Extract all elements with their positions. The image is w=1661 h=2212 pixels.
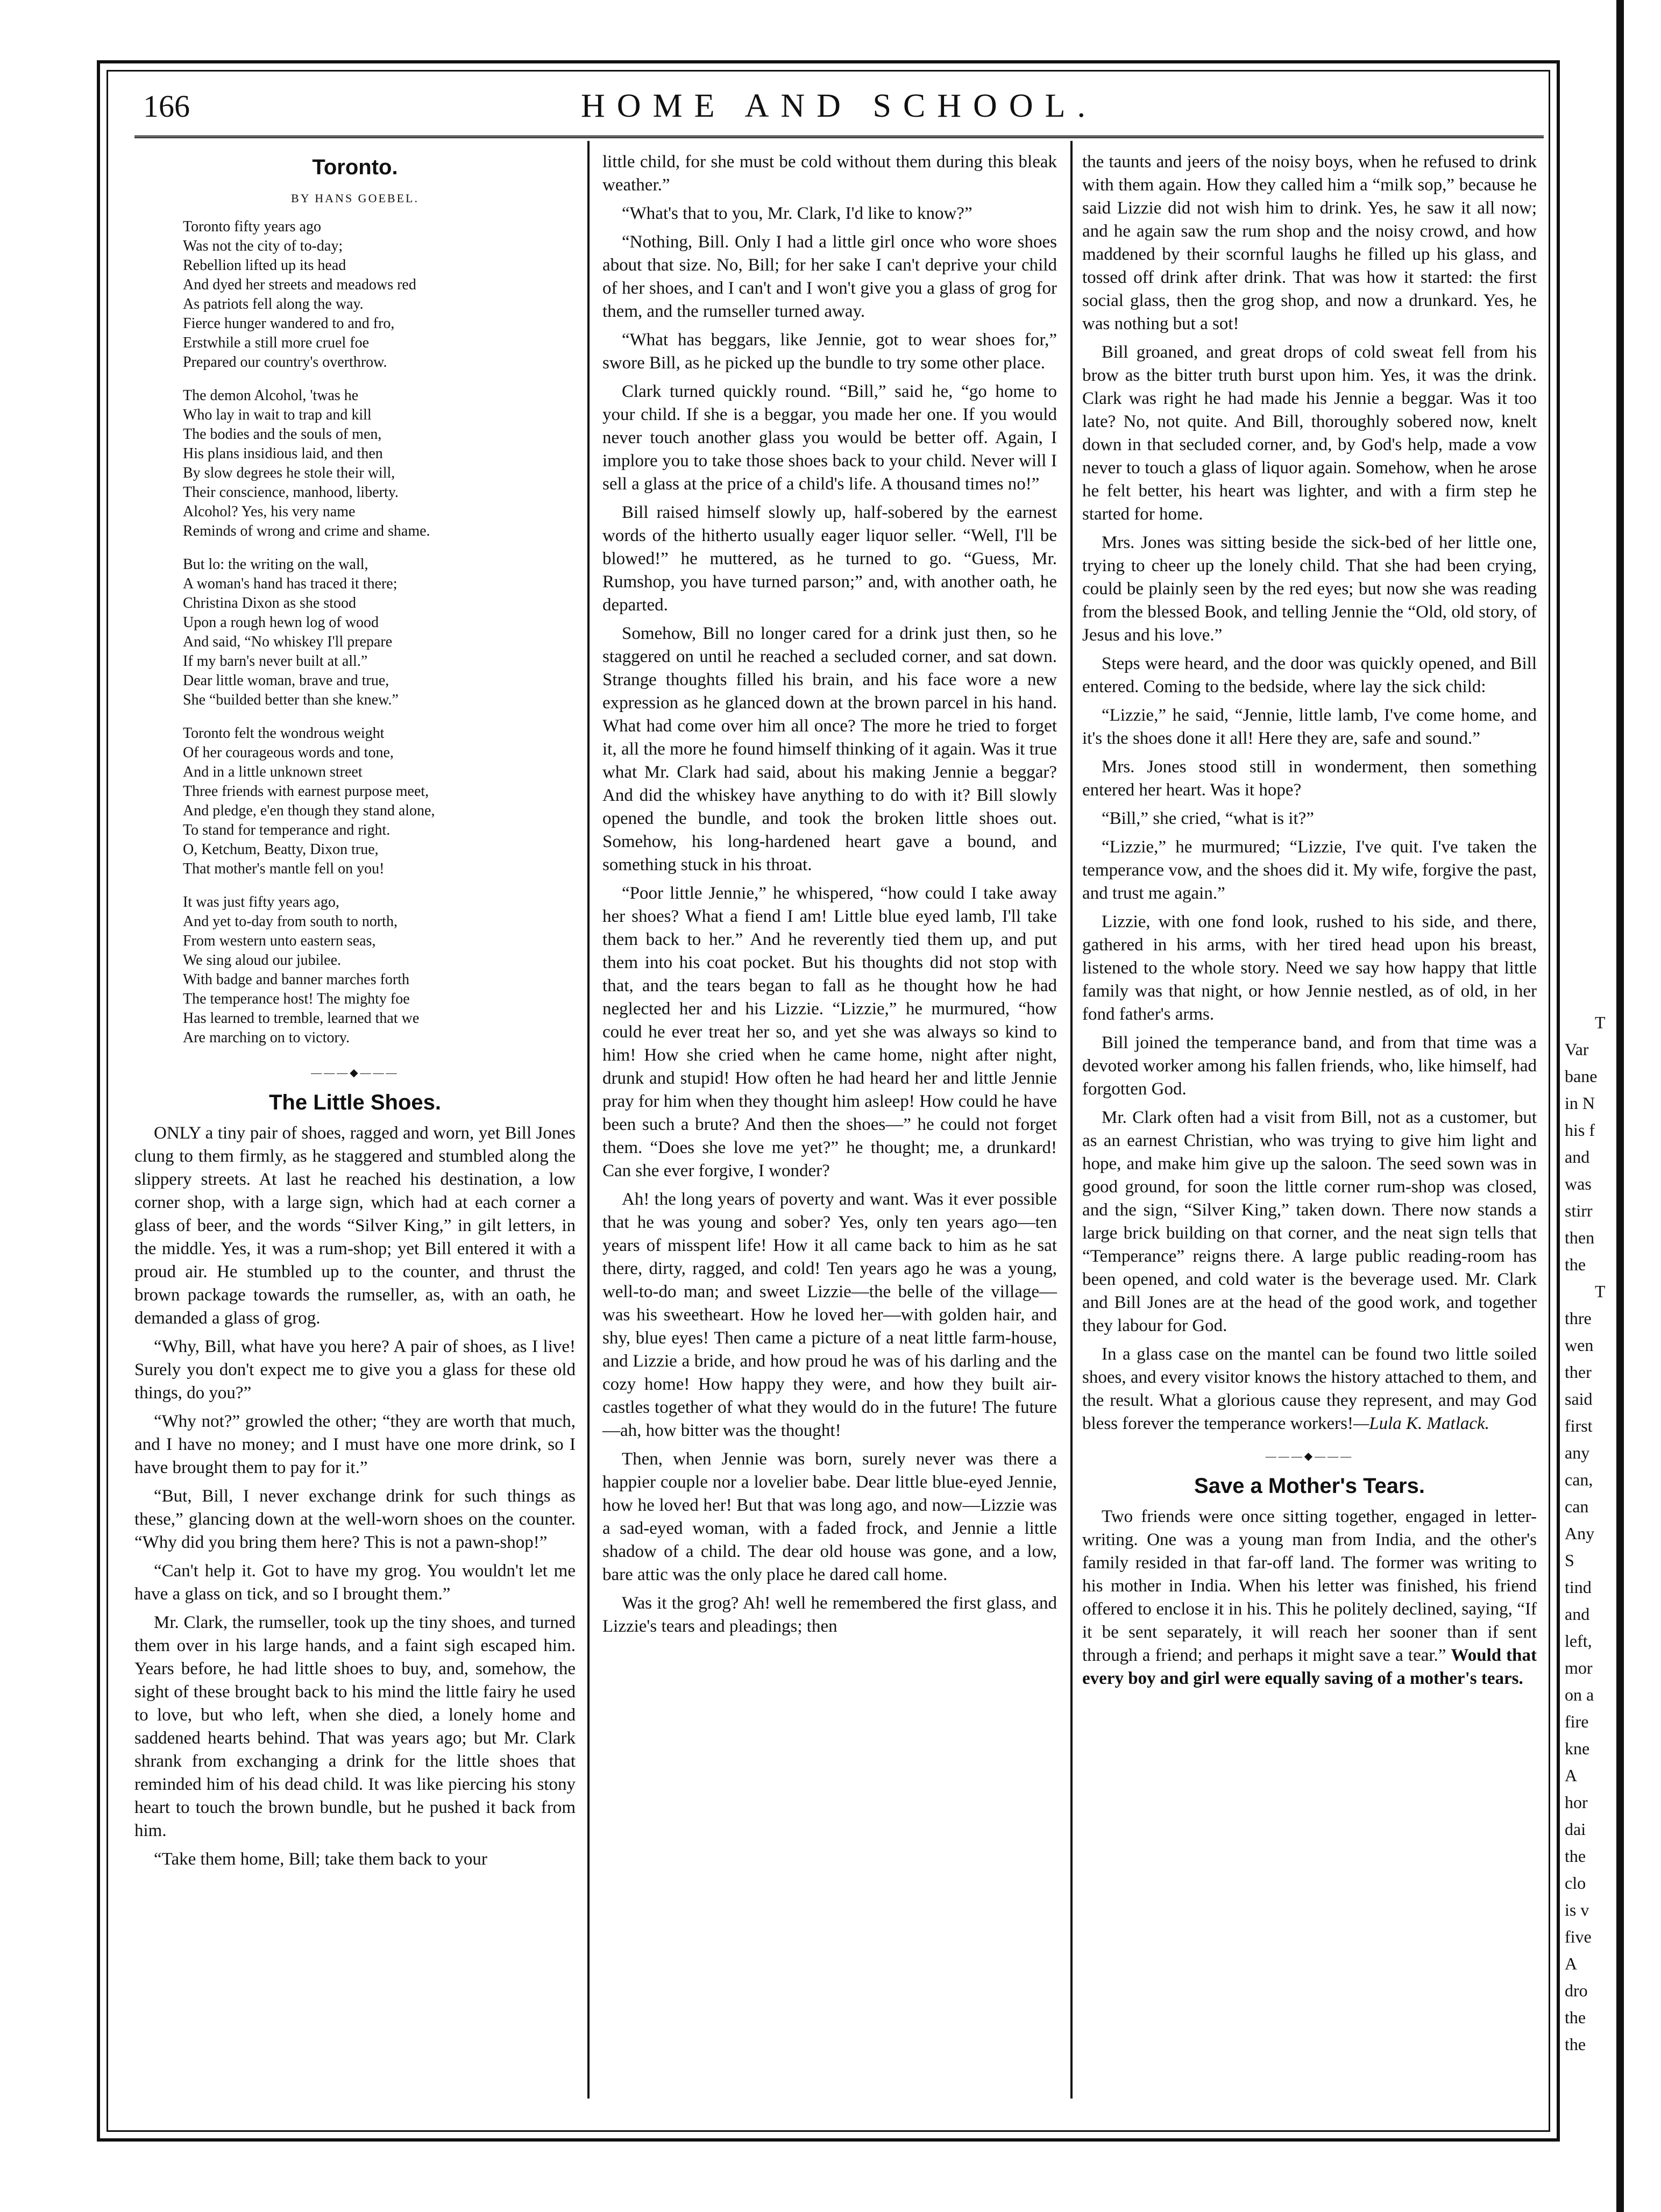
poem-line: And pledge, e'en though they stand alone, (183, 802, 435, 819)
page-header (134, 85, 1544, 139)
poem-stanza (183, 893, 576, 1048)
poem-line: Erstwhile a still more cruel foe (183, 335, 369, 351)
margin-fragment: can (1565, 1497, 1589, 1516)
story-paragraph: Bill raised himself slowly up, half-sobered by the earnest words of the hitherto usually eager liquor seller. “Well, I'll be blowed!” he muttered, as he turned to go. “Guess, Mr. Rumshop, you have turned parson;” and, with another oath, he departed. (602, 503, 1057, 615)
story-paragraph: Ah! the long years of poverty and want. Was it ever possible that he was young and sober? Yes, only ten years ago—ten years of misspent life! How it all came back to him as he sat there, dirty, ragged, and cold! Ten years ago he was a young, well-to-do man; and sweet Lizzie—the belle of the village—was his sweetheart. How he loved her—with golden hair, and shy, blue eyes! Then came a picture of a neat little farm-house, and Lizzie a bride, and how proud he was of his darling and the cozy home! How happy they were, and how they built air-castles together of what they would do in the future! The future—ah, how bitter was the thought! (602, 1190, 1057, 1440)
margin-fragment: can, (1565, 1470, 1593, 1489)
margin-fragment: ther (1565, 1362, 1592, 1382)
story-paragraph: “Nothing, Bill. Only I had a little girl once who wore shoes about that size. No, Bill; for her sake I can't deprive your child of her shoes, and I can't and I won't give you a glass of grog for them, and the rumseller turned away. (602, 232, 1057, 321)
poem-line: From western unto eastern seas, (183, 933, 376, 949)
tears-text: Two friends were once sitting together, engaged in letter-writing. One was a young man from India, and the other's family resided in that far-off land. The former was writing to his mother in India. When his letter was finished, his friend offered to enclose it in his. This he politely declined, saying, “If it be sent separately, it will reach her sooner than if sent through a friend; and perhaps it might save a tear.” (1082, 1507, 1537, 1665)
margin-fragment: the (1565, 2035, 1586, 2054)
margin-fragment: in N (1565, 1093, 1595, 1113)
poem-line: The bodies and the souls of men, (183, 426, 382, 443)
poem-line: As patriots fell along the way. (183, 296, 364, 312)
margin-fragment: first (1565, 1416, 1593, 1435)
margin-fragment: any (1565, 1443, 1590, 1462)
poem-line: Toronto felt the wondrous weight (183, 725, 385, 742)
margin-fragment: T (1595, 1282, 1606, 1301)
margin-fragment: and (1565, 1147, 1590, 1167)
margin-fragment: mor (1565, 1658, 1593, 1677)
poem-line: The demon Alcohol, 'twas he (183, 387, 359, 404)
margin-fragment: is v (1565, 1900, 1589, 1919)
poem-line: To stand for temperance and right. (183, 822, 391, 838)
margin-fragment: kne (1565, 1739, 1590, 1758)
margin-fragment: five (1565, 1927, 1592, 1946)
poem-line: And in a little unknown street (183, 764, 363, 780)
poem-title: Toronto. (312, 155, 398, 179)
tears-text-end: Would that every boy and girl were equally saving of a mother's tears. (1082, 1646, 1537, 1688)
margin-fragment: hor (1565, 1793, 1588, 1812)
poem-line: O, Ketchum, Beatty, Dixon true, (183, 841, 379, 858)
poem-line: A woman's hand has traced it there; (183, 575, 397, 592)
header-rule (134, 136, 1544, 138)
margin-fragment: his f (1565, 1120, 1595, 1140)
story-paragraph: little child, for she must be cold without them during this bleak weather.” (602, 152, 1057, 195)
story-paragraph: Bill groaned, and great drops of cold sweat fell from his brow as the bitter truth burst upon him. Yes, it was the drink. Clark was right he had made his Jennie a beggar. Was it too late? No, not quite. And Bill, thoroughly sobered now, knelt down in that secluded corner, and, by God's help, made a vow never to touch a glass of liquor again. Somehow, when he arose he felt better, his heart was lighter, and with a firm step he started for home. (1082, 343, 1537, 524)
story-paragraph: Mr. Clark, the rumseller, took up the tiny shoes, and turned them over in his large hands, and a faint sigh escaped him. Years before, he had little shoes to buy, and, somehow, the sight of these brought back to his mind the little fairy he used to love, but who left, when she died, a lonely home and saddened hearts behind. That was years ago; but Mr. Clark shrank from exchanging a drink for the little shoes that reminded him of his dead child. It was like piercing his stony heart to touch the brown bundle, but he pushed it back from him. (134, 1613, 576, 1840)
story-paragraph: Mrs. Jones was sitting beside the sick-bed of her little one, trying to cheer up the lonely child. That she had been crying, could be plainly seen by the red eyes; but now she was reading from the blessed Book, and telling Jennie the “Old, old story, of Jesus and his love.” (1082, 533, 1537, 645)
margin-fragment: bane (1565, 1066, 1598, 1086)
poem-line: Fierce hunger wandered to and fro, (183, 315, 395, 332)
poem-line: And dyed her streets and meadows red (183, 276, 416, 293)
poem-line: Who lay in wait to trap and kill (183, 407, 372, 423)
story-paragraph: Mr. Clark often had a visit from Bill, not as a customer, but as an earnest Christian, who was trying to give him light and hope, and make him give up the saloon. The seed sown was in good ground, for soon the little corner rum-shop was closed, and the sign, “Silver King,” taken down. There now stands a large brick building on that corner, and the neat sign tells that “Temperance” reigns there. A large public reading-room has been opened, and cold water is the beverage used. Mr. Clark and Bill Jones are at the head of the good work, and together they labour for God. (1082, 1108, 1537, 1335)
story-part-3 (1082, 151, 1537, 1435)
poem-line: If my barn's never built at all.” (183, 653, 368, 670)
margin-fragment: tind (1565, 1577, 1592, 1597)
page-edge (1616, 0, 1624, 2212)
story-paragraph: “Lizzie,” he murmured; “Lizzie, I've quit. I've taken the temperance vow, and the shoes did it. My wife, forgive the past, and trust me again.” (1082, 837, 1537, 903)
margin-fragment: the (1565, 1255, 1586, 1274)
margin-fragment: then (1565, 1228, 1595, 1247)
story-paragraph: “Take them home, Bill; take them back to your (154, 1850, 487, 1869)
poem-line: Dear little woman, brave and true, (183, 672, 389, 689)
story-paragraph: “But, Bill, I never exchange drink for such things as these,” glancing down at the well-worn shoes on the counter. “Why did you bring them here? This is not a pawn-shop!” (134, 1486, 576, 1552)
story-paragraph: “Can't help it. Got to have my grog. You wouldn't let me have a glass on tick, and so I brought them.” (134, 1561, 576, 1604)
poem-line: And yet to-day from south to north, (183, 913, 397, 930)
story-paragraph: Bill joined the temperance band, and from that time was a devoted worker among his fallen friends, who, like himself, had forgotten God. (1082, 1033, 1537, 1099)
margin-fragment: dai (1565, 1819, 1586, 1839)
story-paragraph: “Poor little Jennie,” he whispered, “how could I take away her shoes? What a fiend I am! Little blue eyed lamb, I'll take them back to her.” And he reverently tied them up, and put them into his coat pocket. But his thoughts did not stop with that, and the tears began to fall as he thought how he had neglected her and his Lizzie. “Lizzie,” he murmured, “how could he ever treat her so, and yet she was always so kind to him! How she cried when he came home, night after night, drunk and stupid! How often he had heard her and little Jennie pray for him when they thought him asleep! How could he have been such a brute? And then the shoes—” he could not forget them. “Does she love me yet?” he thought; me, a drunkard! Can she ever forgive, I wonder? (602, 884, 1057, 1180)
story-paragraph: “Bill,” she cried, “what is it?” (1102, 809, 1314, 828)
margin-fragment: wen (1565, 1335, 1594, 1355)
story-paragraph: Clark turned quickly round. “Bill,” said he, “go home to your child. If she is a beggar, you made her one. If you would never touch another glass you would be better off. Again, I implore you to take those shoes back to your child. Never will I sell a glass at the price of a child's life. A thousand times no!” (602, 382, 1057, 494)
poem-line: Their conscience, manhood, liberty. (183, 484, 399, 501)
tears-paragraph (1082, 1505, 1537, 1690)
story-paragraph: Lizzie, with one fond look, rushed to his side, and there, gathered in his arms, with her tired head upon his breast, listened to the whole story. Need we say how happy that little family was that night, or how Jennie nestled, as of old, in her fond father's arms. (1082, 912, 1537, 1024)
poem-line: Toronto fifty years ago (183, 218, 321, 235)
publication-title: HOME AND SCHOOL. (581, 88, 1097, 124)
poem-line: Upon a rough hewn log of wood (183, 614, 379, 631)
margin-fragment: left, (1565, 1631, 1592, 1651)
margin-fragment: said (1565, 1389, 1593, 1409)
column-3 (1082, 151, 1537, 1696)
poem-line: She “builded better than she knew.” (183, 692, 399, 708)
poem-line: Rebellion lifted up its head (183, 257, 346, 274)
story-part-1 (134, 1122, 576, 1871)
margin-fragment: A (1565, 1766, 1578, 1785)
story-paragraph: Was it the grog? Ah! well he remembered the first glass, and Lizzie's tears and pleadings; then (602, 1594, 1057, 1636)
story-title: The Little Shoes. (268, 1091, 442, 1114)
story-paragraph: Then, when Jennie was born, surely never was there a happier couple nor a lovelier babe. Dear little blue-eyed Jennie, how he loved her! But that was long ago, and now—Lizzie was a sad-eyed woman, with a faded frock, and Jennie a little shadow of a child. The dear old house was gone, and a low, bare attic was the only place he dared call home. (602, 1449, 1057, 1584)
poem-line: Prepared our country's overthrow. (183, 354, 387, 371)
story-paragraph: “Why not?” growled the other; “they are worth that much, and I have no money; and I must have one more drink, so I have brought them to pay for it.” (134, 1412, 576, 1477)
poem-line: But lo: the writing on the wall, (183, 556, 368, 573)
poem-line: Has learned to tremble, learned that we (183, 1010, 420, 1027)
column-1 (134, 151, 576, 1876)
poem-line: Reminds of wrong and crime and shame. (183, 523, 430, 539)
margin-fragment: the (1565, 1846, 1586, 1866)
margin-fragment: thre (1565, 1308, 1592, 1328)
poem-line: With badge and banner marches forth (183, 971, 410, 988)
column-divider-2 (1070, 141, 1073, 2099)
margin-fragment: was (1565, 1174, 1592, 1193)
story-paragraph: Somehow, Bill no longer cared for a drink just then, so he staggered on until he reached a secluded corner, and sat down. Strange thoughts filled his brain, and his face wore a new expression as he glanced down at the brown parcel in his hand. What had come over him all once? The more he tried to forget it, all the more he found himself thinking of it again. Was it true what Mr. Clark had said, about his making Jennie a beggar? And did the whiskey have anything to do with it? Bill slowly opened the bundle, and took the broken little shoes out. Somehow, his long-hardened heart gave a bound, and something stuck in his throat. (602, 624, 1057, 874)
story-paragraph: Steps were heard, and the door was quickly opened, and Bill entered. Coming to the bedside, where lay the sick child: (1082, 654, 1537, 696)
poem-stanza (183, 555, 576, 710)
poem-line: The temperance host! The mighty foe (183, 991, 410, 1007)
poem-stanza (183, 217, 576, 372)
margin-fragment: on a (1565, 1685, 1594, 1704)
poem-line: Are marching on to victory. (183, 1029, 350, 1046)
poem-line: Three friends with earnest purpose meet, (183, 783, 429, 800)
section-separator: ———◆——— (1265, 1450, 1354, 1462)
margin-fragment: A (1565, 1954, 1578, 1973)
poem-line: His plans insidious laid, and then (183, 445, 383, 462)
margin-fragment: stirr (1565, 1201, 1593, 1220)
poem-author: BY HANS GOEBEL. (291, 191, 419, 205)
story-paragraph: ONLY a tiny pair of shoes, ragged and worn, yet Bill Jones clung to them firmly, as he staggered and stumbled along the slippery streets. At last he reached his destination, a low corner shop, with a large sign, which had at each corner a glass of beer, and the words “Silver King,” in gilt letters, in the middle. Yes, it was a rum-shop; yet Bill entered it with a proud air. He stumbled up to the counter, and thrust the brown package towards the rumseller, as, with an oath, he demanded a glass of grog. (134, 1123, 576, 1328)
page-number: 166 (143, 89, 190, 124)
adjacent-page-margin (1563, 0, 1661, 2212)
poem-line: Christina Dixon as she stood (183, 595, 356, 611)
story-paragraph: the taunts and jeers of the noisy boys, when he refused to drink with them again. How they called him a “milk sop,” because he said Lizzie did not wish him to drink. Yes, he saw it all now; and he again saw the rum shop and the noisy crowd, and how maddened by their scornful laughs he filled up his glass, and tossed off drink after drink. That was how it started: the first social glass, then the grog shop, and now a drunkard. Yes, he was nothing but a sot! (1082, 152, 1537, 333)
margin-fragment: dro (1565, 1981, 1588, 2000)
story-paragraph: Mrs. Jones stood still in wonderment, then something entered her heart. Was it hope? (1082, 757, 1537, 800)
tears-title: Save a Mother's Tears. (1194, 1474, 1425, 1498)
margin-fragment: Var (1565, 1040, 1589, 1059)
margin-fragment: Any (1565, 1524, 1595, 1543)
section-separator: ———◆——— (311, 1067, 399, 1079)
story-paragraph: “Why, Bill, what have you here? A pair of shoes, as I live! Surely you don't expect me to give you a glass for these old things, do you?” (134, 1337, 576, 1403)
story-signature: —Lula K. Matlack. (1353, 1414, 1489, 1433)
story-paragraph: “What's that to you, Mr. Clark, I'd like to know?” (622, 204, 973, 223)
margin-fragment: S (1565, 1550, 1574, 1570)
story-part-2 (602, 151, 1057, 1638)
margin-fragment: T (1595, 1013, 1606, 1032)
poem-line: It was just fifty years ago, (183, 894, 339, 911)
poem-line: And said, “No whiskey I'll prepare (183, 634, 393, 650)
poem-line: We sing aloud our jubilee. (183, 952, 342, 969)
poem-line: That mother's mantle fell on you! (183, 860, 385, 877)
poem-line: Alcohol? Yes, his very name (183, 503, 356, 520)
story-paragraph: “Lizzie,” he said, “Jennie, little lamb, I've come home, and it's the shoes done it all! Here they are, safe and sound.” (1082, 706, 1537, 748)
column-divider-1 (587, 141, 590, 2099)
poem-stanza (183, 386, 576, 541)
margin-fragment: the (1565, 2008, 1586, 2027)
margin-fragment: and (1565, 1604, 1590, 1624)
poem-line: Of her courageous words and tone, (183, 744, 394, 761)
story-paragraph: In a glass case on the mantel can be found two little soiled shoes, and every visitor knows the history attached to them, and the result. What a glorious cause they represent, and may God bless forever the temperance workers!—Lula K. Matlack. (1082, 1345, 1537, 1433)
poem-body (134, 217, 576, 1048)
column-2 (602, 151, 1057, 1644)
margin-fragment: clo (1565, 1873, 1586, 1893)
poem-line: By slow degrees he stole their will, (183, 465, 395, 481)
margin-fragment: fire (1565, 1712, 1589, 1731)
poem-line: Was not the city of to-day; (183, 238, 343, 254)
story-paragraph: “What has beggars, like Jennie, got to wear shoes for,” swore Bill, as he picked up the bundle to try some other place. (602, 330, 1057, 373)
poem-stanza (183, 724, 576, 879)
